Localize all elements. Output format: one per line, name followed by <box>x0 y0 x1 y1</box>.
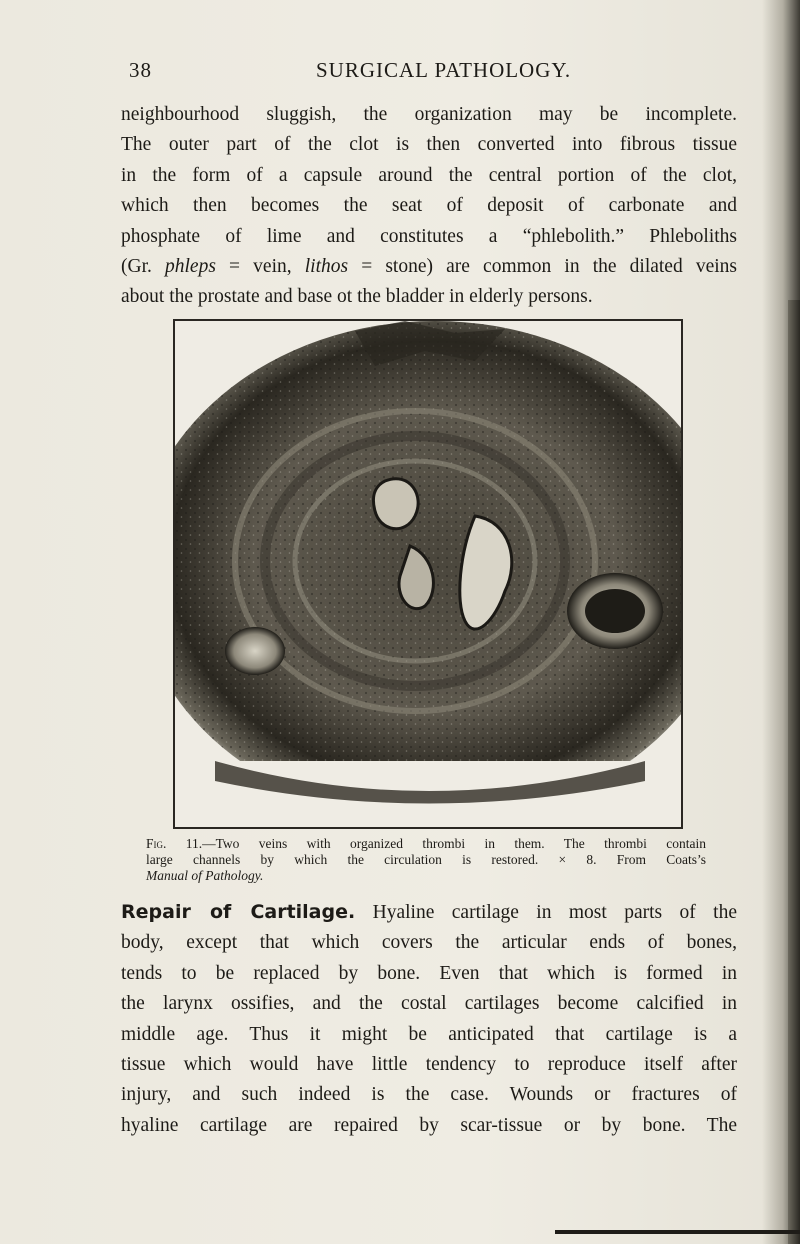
greek-term-lithos: lithos <box>304 256 349 278</box>
text-line: injury, and such indeed is the case. Wounds or fractures of <box>121 1084 737 1106</box>
book-spine-edge <box>788 300 800 1244</box>
text-line: tends to be replaced by bone. Even that which is formed in <box>121 962 737 984</box>
page-number: 38 <box>129 58 152 82</box>
text-line: neighbourhood sluggish, the organization may be incomplete. <box>121 104 737 125</box>
text-fragment: = stone) are common in the dilated veins <box>348 256 737 278</box>
top-paragraph <box>121 100 737 313</box>
text-line: hyaline cartilage are repaired by scar-tissue or by bone. The <box>121 1114 737 1136</box>
text-line: middle age. Thus it might be anticipated that cartilage is a <box>121 1023 737 1045</box>
running-header <box>0 58 800 88</box>
caption-line <box>146 836 706 852</box>
text-line: phosphate of lime and constitutes a “phlebolith.” Phleboliths <box>121 225 737 247</box>
micrograph-figure <box>173 319 683 829</box>
text-fragment: Hyaline cartilage in most parts of the <box>355 902 737 923</box>
text-fragment: = vein, <box>215 256 305 278</box>
caption-source: Manual of Pathology. <box>146 868 264 883</box>
caption-line: large channels by which the circulation is restored. × 8. From Coats’s <box>146 852 706 867</box>
micrograph-illustration <box>175 321 681 827</box>
text-line-etymology <box>121 252 737 282</box>
section-heading: Repair of Cartilage. <box>121 901 356 923</box>
text-line: which then becomes the seat of deposit of carbonate and <box>121 195 737 217</box>
figure-caption <box>146 836 706 884</box>
text-line: The outer part of the clot is then converted into fibrous tissue <box>121 134 737 156</box>
text-line: body, except that which covers the articular ends of bones, <box>121 932 737 954</box>
text-line-with-heading <box>121 897 737 928</box>
text-line: tissue which would have little tendency to reproduce itself after <box>121 1054 737 1076</box>
text-line: about the prostate and base ot the bladder in elderly persons. <box>121 286 593 308</box>
bottom-edge-shadow <box>555 1230 800 1234</box>
figure-label: Fig. 11. <box>146 836 203 851</box>
text-fragment: (Gr. <box>121 256 165 278</box>
text-line: the larynx ossifies, and the costal cartilages become calcified in <box>121 993 737 1015</box>
greek-term-phleps: phleps <box>165 256 216 278</box>
running-head-title: SURGICAL PATHOLOGY. <box>316 58 572 82</box>
caption-text: —Two veins with organized thrombi in them. The thrombi contain <box>202 836 706 851</box>
bottom-paragraph <box>121 897 737 1141</box>
text-line: in the form of a capsule around the central portion of the clot, <box>121 164 737 186</box>
